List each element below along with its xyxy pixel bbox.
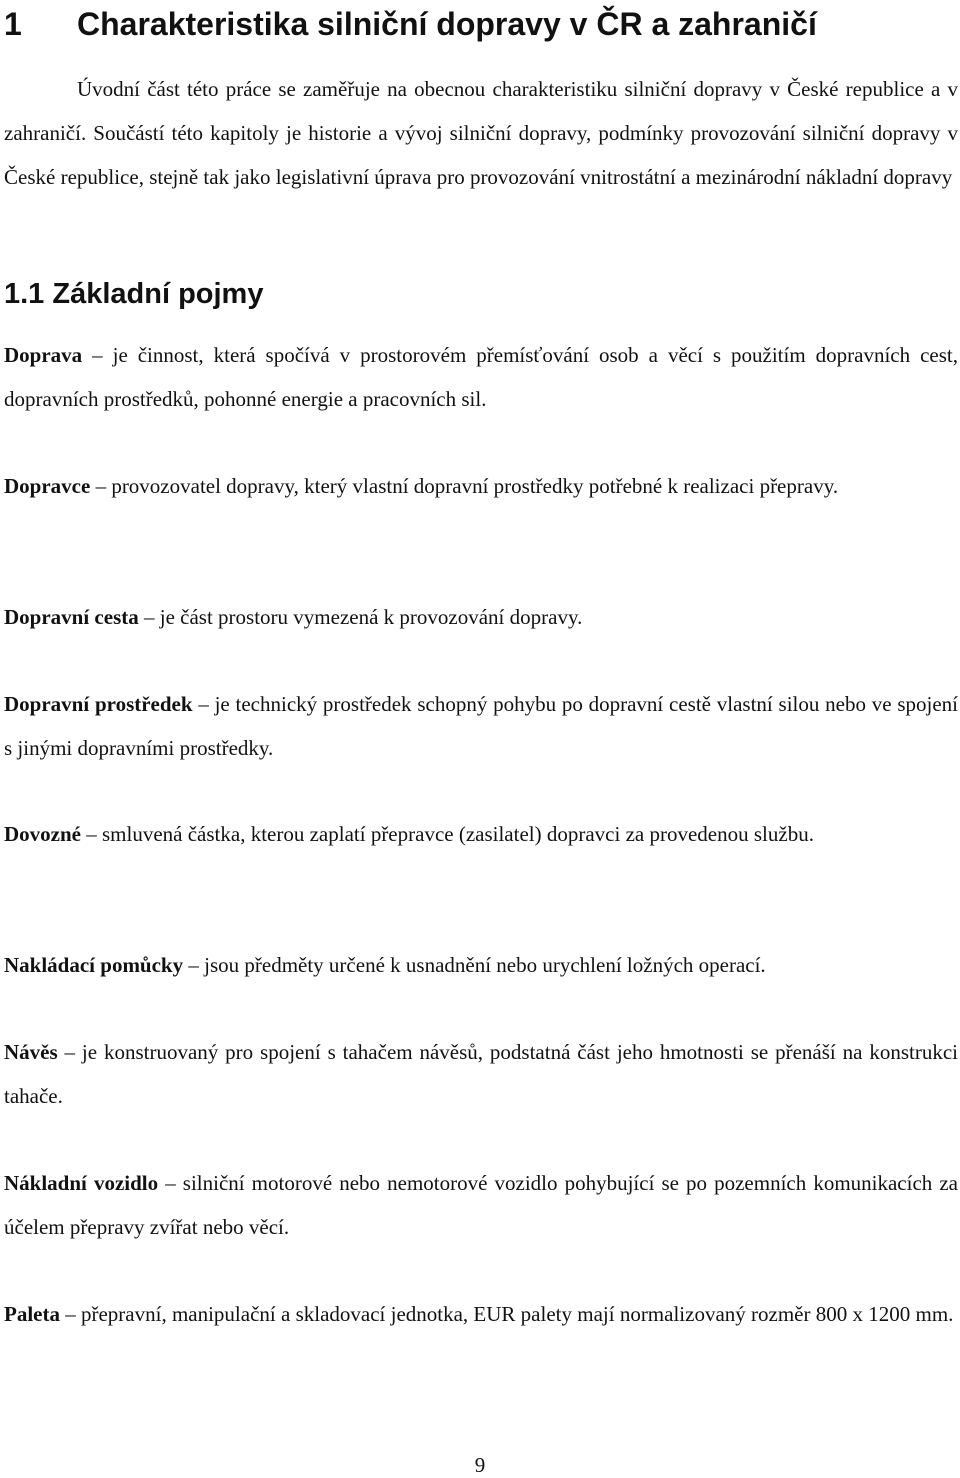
chapter-heading (4, 2, 817, 46)
definition-term: Nákladní vozidlo (4, 1171, 159, 1195)
definition-text: – smluvená částka, kterou zaplatí přepravce (zasilatel) dopravci za provedenou službu. (81, 822, 814, 846)
definition-paragraph (4, 1161, 958, 1249)
definition-paragraph (4, 943, 958, 987)
intro-paragraph: Úvodní část této práce se zaměřuje na obecnou charakteristiku silniční dopravy v České republice a v zahraničí. Součástí této kapitoly je historie a vývoj silniční dopravy, podmínky provozování silniční dopravy v České republice, stejně tak jako legislativní úprava pro provozování vnitrostátní a mezinárodní nákladní dopravy (4, 77, 958, 189)
chapter-title: Charakteristika silniční dopravy v ČR a zahraničí (77, 6, 817, 42)
chapter-number: 1 (4, 6, 22, 42)
definition-text: – provozovatel dopravy, který vlastní dopravní prostředky potřebné k realizaci přepravy. (90, 474, 839, 498)
definition-text: – je konstruovaný pro spojení s tahačem návěsů, podstatná část jeho hmotnosti se přenáší na konstrukci tahače. (4, 1040, 958, 1108)
definition-text: – jsou předměty určené k usnadnění nebo urychlení ložných operací. (183, 953, 766, 977)
definition-paragraph (4, 333, 958, 421)
definition-paragraph (4, 595, 958, 639)
definition-term: Doprava (4, 343, 83, 367)
definition-term: Dopravní cesta (4, 605, 139, 629)
definition-paragraph (4, 464, 958, 508)
definition-text: – je část prostoru vymezená k provozování dopravy. (138, 605, 583, 629)
definition-text: – je činnost, která spočívá v prostorovém přemísťování osob a věcí s použitím dopravních cest, dopravních prostředků, pohonné energie a pracovních sil. (4, 343, 958, 411)
definition-text: – přepravní, manipulační a skladovací jednotka, EUR palety mají normalizovaný rozměr 800 x 1200 mm. (59, 1302, 954, 1326)
definition-term: Návěs (4, 1040, 58, 1064)
definition-text: – silniční motorové nebo nemotorové vozidlo pohybující se po pozemních komunikacích za účelem přepravy zvířat nebo věcí. (4, 1171, 959, 1239)
definition-paragraph (4, 1030, 958, 1118)
definition-term: Dopravce (4, 474, 91, 498)
definition-term: Nakládací pomůcky (4, 953, 184, 977)
definition-text: – je technický prostředek schopný pohybu po dopravní cestě vlastní silou nebo ve spojení s jinými dopravními prostředky. (4, 692, 958, 760)
page-number: 9 (474, 1453, 486, 1477)
section-heading: 1.1 Základní pojmy (4, 278, 264, 310)
definition-paragraph (4, 1292, 958, 1336)
definition-paragraph (4, 682, 958, 770)
definition-term: Paleta (4, 1302, 60, 1326)
definition-term: Dopravní prostředek (4, 692, 193, 716)
definition-term: Dovozné (4, 822, 81, 846)
definition-paragraph (4, 812, 958, 856)
